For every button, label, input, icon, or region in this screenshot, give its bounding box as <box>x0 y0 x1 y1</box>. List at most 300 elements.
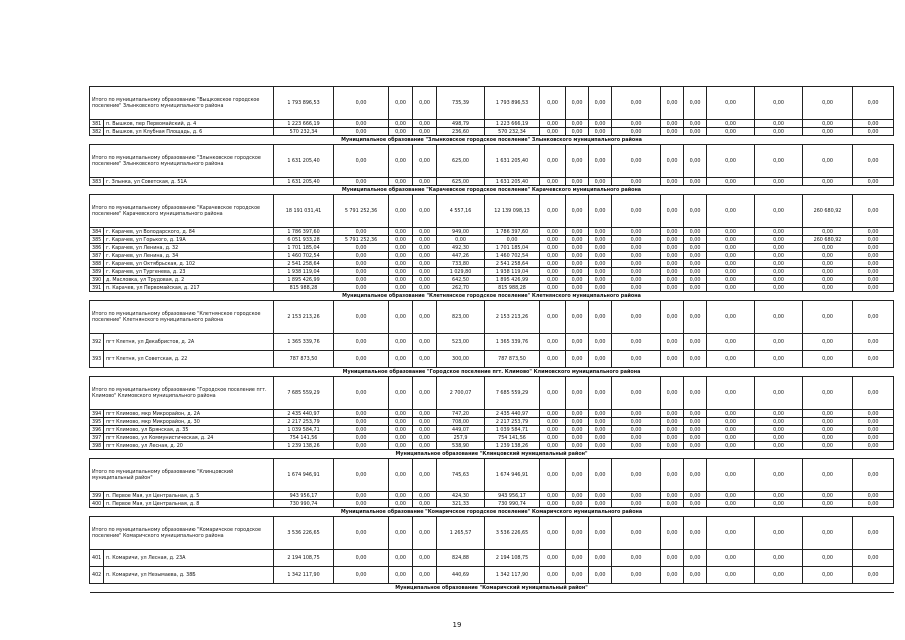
table-row <box>90 128 894 136</box>
value-cell: 0,00 <box>707 434 755 442</box>
value-cell: 0,00 <box>566 351 589 368</box>
value-cell: 0,00 <box>661 236 684 244</box>
value-cell: 0,00 <box>566 301 589 334</box>
subtotal-row <box>90 195 894 228</box>
value-cell: 0,00 <box>707 492 755 500</box>
value-cell: 0,00 <box>566 252 589 260</box>
value-cell: 0,00 <box>707 442 755 450</box>
value-cell: 0,00 <box>661 301 684 334</box>
value-cell: 0,00 <box>589 178 612 186</box>
value-cell: 1 938 119,04 <box>274 268 334 276</box>
value-cell: 18 191 031,41 <box>274 195 334 228</box>
value-cell: 0,00 <box>755 178 803 186</box>
value-cell: 0,00 <box>803 517 853 550</box>
value-cell: 0,00 <box>707 550 755 567</box>
value-cell: 0,00 <box>661 145 684 178</box>
value-cell: 3 536 226,65 <box>274 517 334 550</box>
value-cell: 0,00 <box>566 276 589 284</box>
value-cell: 0,00 <box>684 236 707 244</box>
value-cell: 0,00 <box>707 567 755 584</box>
value-cell: 0,00 <box>589 260 612 268</box>
value-cell: 5 791 252,36 <box>334 236 389 244</box>
value-cell: 0,00 <box>803 228 853 236</box>
value-cell: 0,00 <box>853 145 894 178</box>
value-cell: 0,00 <box>413 517 437 550</box>
section-title: Муниципальное образование "Комаричский муниципальный район" <box>90 584 894 593</box>
value-cell: 0,00 <box>540 284 566 292</box>
value-cell: 815 988,28 <box>274 284 334 292</box>
value-cell: 787 873,50 <box>485 351 540 368</box>
value-cell: 0,00 <box>334 87 389 120</box>
row-number: 392 <box>90 334 104 351</box>
value-cell: 0,00 <box>612 145 661 178</box>
value-cell: 0,00 <box>853 87 894 120</box>
value-cell: 0,00 <box>661 517 684 550</box>
value-cell: 1 223 666,19 <box>485 120 540 128</box>
value-cell: 0,00 <box>540 145 566 178</box>
value-cell: 0,00 <box>755 284 803 292</box>
value-cell: 0,00 <box>803 120 853 128</box>
address-cell: г. Карачев, ул Ленина, д. 32 <box>104 244 274 252</box>
value-cell: 0,00 <box>661 268 684 276</box>
value-cell: 745,63 <box>437 459 485 492</box>
row-number: 397 <box>90 434 104 442</box>
value-cell: 0,00 <box>589 87 612 120</box>
value-cell: 0,00 <box>803 284 853 292</box>
value-cell: 747,20 <box>437 410 485 418</box>
value-cell: 0,00 <box>389 276 413 284</box>
value-cell: 0,00 <box>803 459 853 492</box>
value-cell: 0,00 <box>540 120 566 128</box>
address-cell: д. Масловка, ул Трудовая, д. 2 <box>104 276 274 284</box>
value-cell: 1 701 185,04 <box>274 244 334 252</box>
value-cell: 0,00 <box>684 442 707 450</box>
value-cell: 0,00 <box>540 178 566 186</box>
value-cell: 0,00 <box>566 260 589 268</box>
value-cell: 0,00 <box>707 377 755 410</box>
value-cell: 0,00 <box>589 550 612 567</box>
value-cell: 0,00 <box>334 334 389 351</box>
table-row <box>90 442 894 450</box>
page-number: 19 <box>452 621 462 629</box>
value-cell: 0,00 <box>566 459 589 492</box>
value-cell: 1 039 584,71 <box>274 426 334 434</box>
value-cell: 0,00 <box>755 492 803 500</box>
value-cell: 0,00 <box>853 120 894 128</box>
table-row <box>90 252 894 260</box>
value-cell: 0,00 <box>334 500 389 508</box>
value-cell: 0,00 <box>589 492 612 500</box>
value-cell: 12 139 098,13 <box>485 195 540 228</box>
section-header-row <box>90 292 894 301</box>
value-cell: 5 791 252,36 <box>334 195 389 228</box>
value-cell: 824,88 <box>437 550 485 567</box>
value-cell: 0,00 <box>661 434 684 442</box>
value-cell: 0,00 <box>684 301 707 334</box>
section-title: Муниципальное образование "Клинцовский муниципальный район" <box>90 450 894 459</box>
value-cell: 0,00 <box>661 276 684 284</box>
value-cell: 0,00 <box>803 418 853 426</box>
table-row <box>90 228 894 236</box>
value-cell: 0,00 <box>853 426 894 434</box>
value-cell: 0,00 <box>413 334 437 351</box>
row-number: 387 <box>90 252 104 260</box>
value-cell: 2 194 108,75 <box>485 550 540 567</box>
value-cell: 0,00 <box>334 434 389 442</box>
value-cell: 0,00 <box>540 276 566 284</box>
value-cell: 0,00 <box>755 252 803 260</box>
value-cell: 492,30 <box>437 244 485 252</box>
value-cell: 0,00 <box>612 87 661 120</box>
section-header-row <box>90 584 894 593</box>
value-cell: 0,00 <box>755 244 803 252</box>
subtotal-label: Итого по муниципальному образованию "Выщковское городское поселение" Злынковского муниципального района <box>90 87 274 120</box>
value-cell: 2 435 440,97 <box>485 410 540 418</box>
value-cell: 0,00 <box>589 500 612 508</box>
value-cell: 0,00 <box>612 244 661 252</box>
value-cell: 0,00 <box>540 567 566 584</box>
value-cell: 0,00 <box>334 426 389 434</box>
value-cell: 0,00 <box>437 236 485 244</box>
value-cell: 0,00 <box>413 418 437 426</box>
value-cell: 0,00 <box>540 260 566 268</box>
value-cell: 0,00 <box>589 268 612 276</box>
value-cell: 0,00 <box>755 120 803 128</box>
value-cell: 0,00 <box>661 459 684 492</box>
value-cell: 0,00 <box>566 500 589 508</box>
address-cell: г. Карачев, ул Ленина, д. 34 <box>104 252 274 260</box>
value-cell: 0,00 <box>566 377 589 410</box>
table-row <box>90 276 894 284</box>
value-cell: 0,00 <box>684 195 707 228</box>
value-cell: 0,00 <box>853 128 894 136</box>
value-cell: 0,00 <box>589 301 612 334</box>
value-cell: 0,00 <box>755 228 803 236</box>
value-cell: 0,00 <box>612 128 661 136</box>
value-cell: 0,00 <box>755 500 803 508</box>
value-cell: 0,00 <box>389 244 413 252</box>
value-cell: 0,00 <box>566 442 589 450</box>
value-cell: 754 141,56 <box>274 434 334 442</box>
value-cell: 0,00 <box>612 567 661 584</box>
value-cell: 0,00 <box>853 334 894 351</box>
subtotal-row <box>90 459 894 492</box>
value-cell: 0,00 <box>803 178 853 186</box>
value-cell: 0,00 <box>707 244 755 252</box>
section-header-row <box>90 136 894 145</box>
value-cell: 0,00 <box>684 410 707 418</box>
value-cell: 0,00 <box>334 145 389 178</box>
value-cell: 260 680,92 <box>803 195 853 228</box>
value-cell: 2 153 213,26 <box>485 301 540 334</box>
value-cell: 0,00 <box>803 410 853 418</box>
value-cell: 2 541 258,64 <box>274 260 334 268</box>
value-cell: 0,00 <box>540 252 566 260</box>
value-cell: 6 051 933,28 <box>274 236 334 244</box>
value-cell: 321,33 <box>437 500 485 508</box>
value-cell: 260 680,92 <box>803 236 853 244</box>
value-cell: 257,9 <box>437 434 485 442</box>
value-cell: 943 956,17 <box>274 492 334 500</box>
value-cell: 0,00 <box>661 244 684 252</box>
value-cell: 1 701 185,04 <box>485 244 540 252</box>
value-cell: 0,00 <box>413 459 437 492</box>
value-cell: 0,00 <box>684 418 707 426</box>
value-cell: 0,00 <box>413 434 437 442</box>
value-cell: 0,00 <box>589 567 612 584</box>
value-cell: 0,00 <box>413 550 437 567</box>
value-cell: 0,00 <box>389 228 413 236</box>
value-cell: 0,00 <box>566 228 589 236</box>
value-cell: 0,00 <box>684 120 707 128</box>
value-cell: 0,00 <box>334 120 389 128</box>
value-cell: 3 536 226,65 <box>485 517 540 550</box>
value-cell: 0,00 <box>334 276 389 284</box>
value-cell: 1 029,80 <box>437 268 485 276</box>
value-cell: 0,00 <box>612 426 661 434</box>
value-cell: 0,00 <box>589 351 612 368</box>
value-cell: 0,00 <box>389 260 413 268</box>
value-cell: 0,00 <box>540 426 566 434</box>
value-cell: 0,00 <box>589 276 612 284</box>
value-cell: 0,00 <box>389 418 413 426</box>
value-cell: 1 895 426,99 <box>485 276 540 284</box>
value-cell: 1 631 205,40 <box>485 178 540 186</box>
value-cell: 1 674 946,91 <box>274 459 334 492</box>
value-cell: 0,00 <box>707 252 755 260</box>
table-row <box>90 434 894 442</box>
value-cell: 0,00 <box>389 517 413 550</box>
value-cell: 0,00 <box>803 260 853 268</box>
value-cell: 1 631 205,40 <box>274 145 334 178</box>
value-cell: 0,00 <box>661 252 684 260</box>
address-cell: г. Карачев, ул Володарского, д. 84 <box>104 228 274 236</box>
table-row <box>90 334 894 351</box>
address-cell: п. Карачев, ул Первомайская, д. 217 <box>104 284 274 292</box>
value-cell: 0,00 <box>334 244 389 252</box>
value-cell: 0,00 <box>803 550 853 567</box>
value-cell: 0,00 <box>707 260 755 268</box>
value-cell: 0,00 <box>803 301 853 334</box>
value-cell: 0,00 <box>540 434 566 442</box>
value-cell: 0,00 <box>707 351 755 368</box>
value-cell: 0,00 <box>707 120 755 128</box>
value-cell: 570 232,34 <box>485 128 540 136</box>
value-cell: 0,00 <box>661 120 684 128</box>
row-number: 382 <box>90 128 104 136</box>
value-cell: 0,00 <box>661 178 684 186</box>
value-cell: 0,00 <box>707 500 755 508</box>
value-cell: 0,00 <box>334 268 389 276</box>
value-cell: 0,00 <box>589 334 612 351</box>
value-cell: 0,00 <box>684 377 707 410</box>
value-cell: 0,00 <box>684 228 707 236</box>
value-cell: 0,00 <box>334 418 389 426</box>
value-cell: 0,00 <box>389 410 413 418</box>
value-cell: 0,00 <box>389 567 413 584</box>
value-cell: 0,00 <box>612 276 661 284</box>
value-cell: 0,00 <box>413 492 437 500</box>
value-cell: 0,00 <box>540 410 566 418</box>
value-cell: 0,00 <box>803 500 853 508</box>
row-number: 400 <box>90 500 104 508</box>
value-cell: 0,00 <box>389 120 413 128</box>
value-cell: 0,00 <box>566 492 589 500</box>
value-cell: 0,00 <box>755 145 803 178</box>
value-cell: 0,00 <box>803 426 853 434</box>
value-cell: 0,00 <box>755 410 803 418</box>
value-cell: 0,00 <box>540 128 566 136</box>
value-cell: 0,00 <box>684 426 707 434</box>
table-row <box>90 410 894 418</box>
subtotal-label: Итого по муниципальному образованию "Карачевское городское поселение" Карачевского муниципального района <box>90 195 274 228</box>
value-cell: 0,00 <box>661 260 684 268</box>
value-cell: 0,00 <box>684 145 707 178</box>
table-row <box>90 426 894 434</box>
value-cell: 0,00 <box>389 284 413 292</box>
value-cell: 949,00 <box>437 228 485 236</box>
value-cell: 0,00 <box>684 500 707 508</box>
value-cell: 0,00 <box>566 517 589 550</box>
row-number: 401 <box>90 550 104 567</box>
value-cell: 0,00 <box>389 459 413 492</box>
value-cell: 0,00 <box>755 426 803 434</box>
value-cell: 0,00 <box>589 410 612 418</box>
value-cell: 0,00 <box>684 334 707 351</box>
value-cell: 0,00 <box>661 334 684 351</box>
value-cell: 0,00 <box>661 567 684 584</box>
value-cell: 0,00 <box>707 334 755 351</box>
value-cell: 0,00 <box>334 567 389 584</box>
value-cell: 0,00 <box>413 195 437 228</box>
value-cell: 0,00 <box>853 351 894 368</box>
table-row <box>90 236 894 244</box>
value-cell: 0,00 <box>803 351 853 368</box>
value-cell: 0,00 <box>661 377 684 410</box>
value-cell: 1 895 426,99 <box>274 276 334 284</box>
value-cell: 625,00 <box>437 145 485 178</box>
value-cell: 0,00 <box>413 178 437 186</box>
value-cell: 0,00 <box>803 128 853 136</box>
value-cell: 0,00 <box>803 145 853 178</box>
address-cell: пгт Климово, мкр Микрорайон, д. 2А <box>104 410 274 418</box>
value-cell: 0,00 <box>540 459 566 492</box>
value-cell: 1 793 896,53 <box>485 87 540 120</box>
value-cell: 0,00 <box>684 351 707 368</box>
value-cell: 0,00 <box>612 284 661 292</box>
value-cell: 625,00 <box>437 178 485 186</box>
value-cell: 0,00 <box>853 418 894 426</box>
row-number: 398 <box>90 442 104 450</box>
value-cell: 0,00 <box>413 128 437 136</box>
value-cell: 0,00 <box>612 351 661 368</box>
value-cell: 0,00 <box>566 567 589 584</box>
section-header-row <box>90 450 894 459</box>
value-cell: 449,07 <box>437 426 485 434</box>
table-row <box>90 351 894 368</box>
table-row <box>90 567 894 584</box>
value-cell: 0,00 <box>389 426 413 434</box>
value-cell: 754 141,56 <box>485 434 540 442</box>
value-cell: 0,00 <box>755 459 803 492</box>
table-row <box>90 284 894 292</box>
value-cell: 0,00 <box>661 351 684 368</box>
value-cell: 2 435 440,97 <box>274 410 334 418</box>
value-cell: 0,00 <box>707 459 755 492</box>
value-cell: 0,00 <box>566 410 589 418</box>
value-cell: 0,00 <box>413 410 437 418</box>
value-cell: 1 265,57 <box>437 517 485 550</box>
row-number: 385 <box>90 236 104 244</box>
value-cell: 0,00 <box>589 252 612 260</box>
value-cell: 1 039 584,71 <box>485 426 540 434</box>
value-cell: 815 988,28 <box>485 284 540 292</box>
value-cell: 0,00 <box>589 128 612 136</box>
value-cell: 0,00 <box>413 276 437 284</box>
value-cell: 0,00 <box>540 351 566 368</box>
value-cell: 0,00 <box>589 244 612 252</box>
value-cell: 0,00 <box>853 244 894 252</box>
address-cell: пгт Клетня, ул Декабристов, д. 2А <box>104 334 274 351</box>
value-cell: 0,00 <box>755 334 803 351</box>
value-cell: 0,00 <box>612 377 661 410</box>
value-cell: 0,00 <box>684 268 707 276</box>
value-cell: 0,00 <box>707 276 755 284</box>
value-cell: 0,00 <box>612 500 661 508</box>
value-cell: 0,00 <box>389 178 413 186</box>
value-cell: 0,00 <box>566 426 589 434</box>
value-cell: 0,00 <box>853 260 894 268</box>
value-cell: 0,00 <box>661 284 684 292</box>
value-cell: 0,00 <box>540 442 566 450</box>
row-number: 384 <box>90 228 104 236</box>
value-cell: 730 990,74 <box>485 500 540 508</box>
value-cell: 730 990,74 <box>274 500 334 508</box>
value-cell: 0,00 <box>612 252 661 260</box>
value-cell: 0,00 <box>589 120 612 128</box>
value-cell: 0,00 <box>389 377 413 410</box>
address-cell: г. Карачев, ул Горького, д. 19А <box>104 236 274 244</box>
value-cell: 236,60 <box>437 128 485 136</box>
value-cell: 0,00 <box>566 128 589 136</box>
value-cell: 0,00 <box>707 268 755 276</box>
value-cell: 642,50 <box>437 276 485 284</box>
value-cell: 2 217 253,79 <box>485 418 540 426</box>
value-cell: 0,00 <box>413 284 437 292</box>
table-row <box>90 120 894 128</box>
value-cell: 0,00 <box>684 128 707 136</box>
value-cell: 1 786 397,60 <box>274 228 334 236</box>
value-cell: 0,00 <box>755 550 803 567</box>
value-cell: 0,00 <box>413 377 437 410</box>
value-cell: 0,00 <box>755 195 803 228</box>
value-cell: 0,00 <box>612 260 661 268</box>
value-cell: 0,00 <box>707 236 755 244</box>
value-cell: 1 631 205,40 <box>485 145 540 178</box>
value-cell: 0,00 <box>566 145 589 178</box>
value-cell: 0,00 <box>334 459 389 492</box>
value-cell: 0,00 <box>661 410 684 418</box>
value-cell: 7 685 559,29 <box>274 377 334 410</box>
value-cell: 0,00 <box>803 377 853 410</box>
value-cell: 0,00 <box>389 236 413 244</box>
value-cell: 0,00 <box>803 434 853 442</box>
value-cell: 1 460 702,54 <box>485 252 540 260</box>
value-cell: 0,00 <box>803 252 853 260</box>
value-cell: 0,00 <box>803 244 853 252</box>
value-cell: 0,00 <box>853 410 894 418</box>
value-cell: 0,00 <box>389 145 413 178</box>
